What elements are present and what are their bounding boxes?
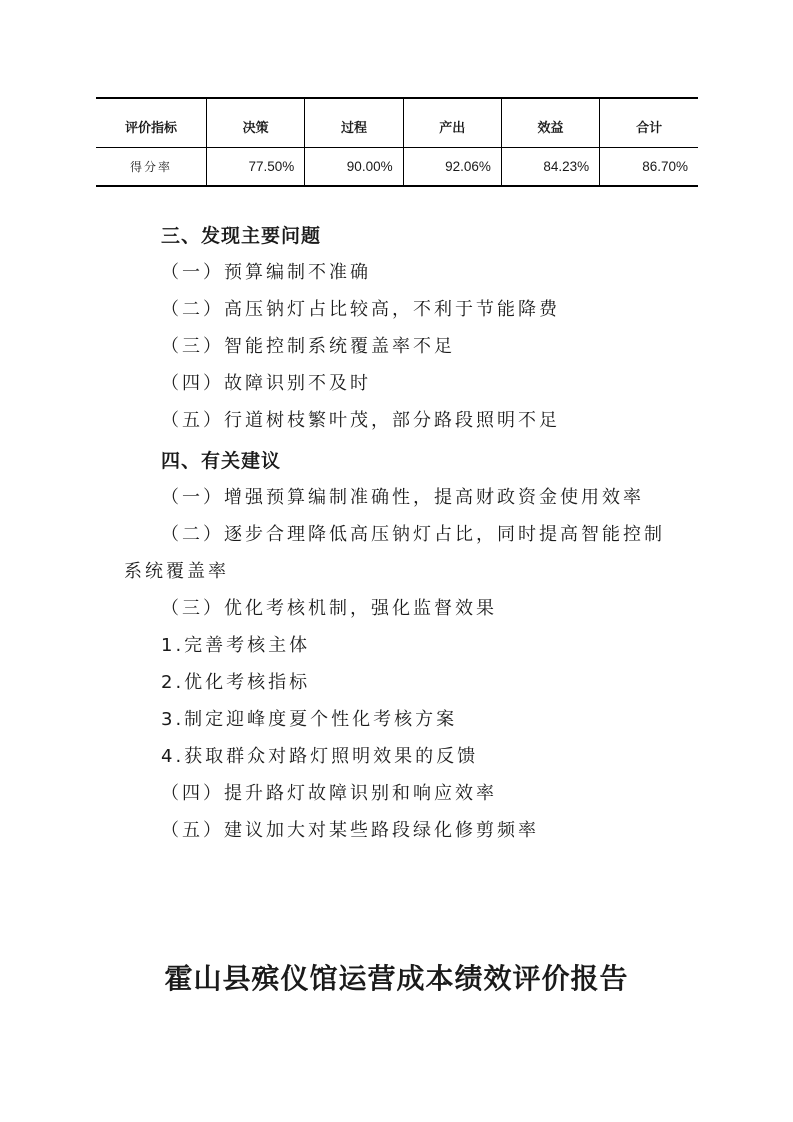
suggestion-item: （五）建议加大对某些路段绿化修剪频率 [161,820,539,841]
suggestion-sub-item: 2.优化考核指标 [161,672,311,693]
suggestion-item: （四）提升路灯故障识别和响应效率 [161,783,497,804]
header-indicator: 评价指标 [96,98,207,148]
suggestion-item: （一）增强预算编制准确性，提高财政资金使用效率 [161,487,644,508]
suggestion-item: （三）优化考核机制，强化监督效果 [161,598,497,619]
row-label-score-rate: 得分率 [129,160,172,174]
problem-item: （五）行道树枝繁叶茂，部分路段照明不足 [161,410,560,431]
problem-item: （二）高压钠灯占比较高，不利于节能降费 [161,299,560,320]
section-heading-problems: 三、发现主要问题 [161,225,322,247]
suggestion-item: （二）逐步合理降低高压钠灯占比，同时提高智能控制 [161,524,665,545]
table-row [96,148,698,187]
cell-total: 86.70% [600,148,698,187]
evaluation-score-table [96,97,698,187]
header-total: 合计 [600,98,698,148]
table-header-row [96,98,698,148]
suggestion-sub-item: 3.制定迎峰度夏个性化考核方案 [161,709,458,730]
header-output: 产出 [403,98,501,148]
next-report-title: 霍山县殡仪馆运营成本绩效评价报告 [164,962,629,995]
section-heading-suggestions: 四、有关建议 [161,450,282,472]
problem-item: （一）预算编制不准确 [161,262,371,283]
cell-benefit: 84.23% [501,148,599,187]
cell-process: 90.00% [305,148,403,187]
header-process: 过程 [305,98,403,148]
header-benefit: 效益 [501,98,599,148]
suggestion-item-continuation: 系统覆盖率 [124,561,229,582]
suggestion-sub-item: 1.完善考核主体 [161,635,311,656]
cell-decision: 77.50% [207,148,305,187]
cell-output: 92.06% [403,148,501,187]
suggestion-sub-item: 4.获取群众对路灯照明效果的反馈 [161,746,479,767]
problem-item: （三）智能控制系统覆盖率不足 [161,336,455,357]
problem-item: （四）故障识别不及时 [161,373,371,394]
header-decision: 决策 [207,98,305,148]
